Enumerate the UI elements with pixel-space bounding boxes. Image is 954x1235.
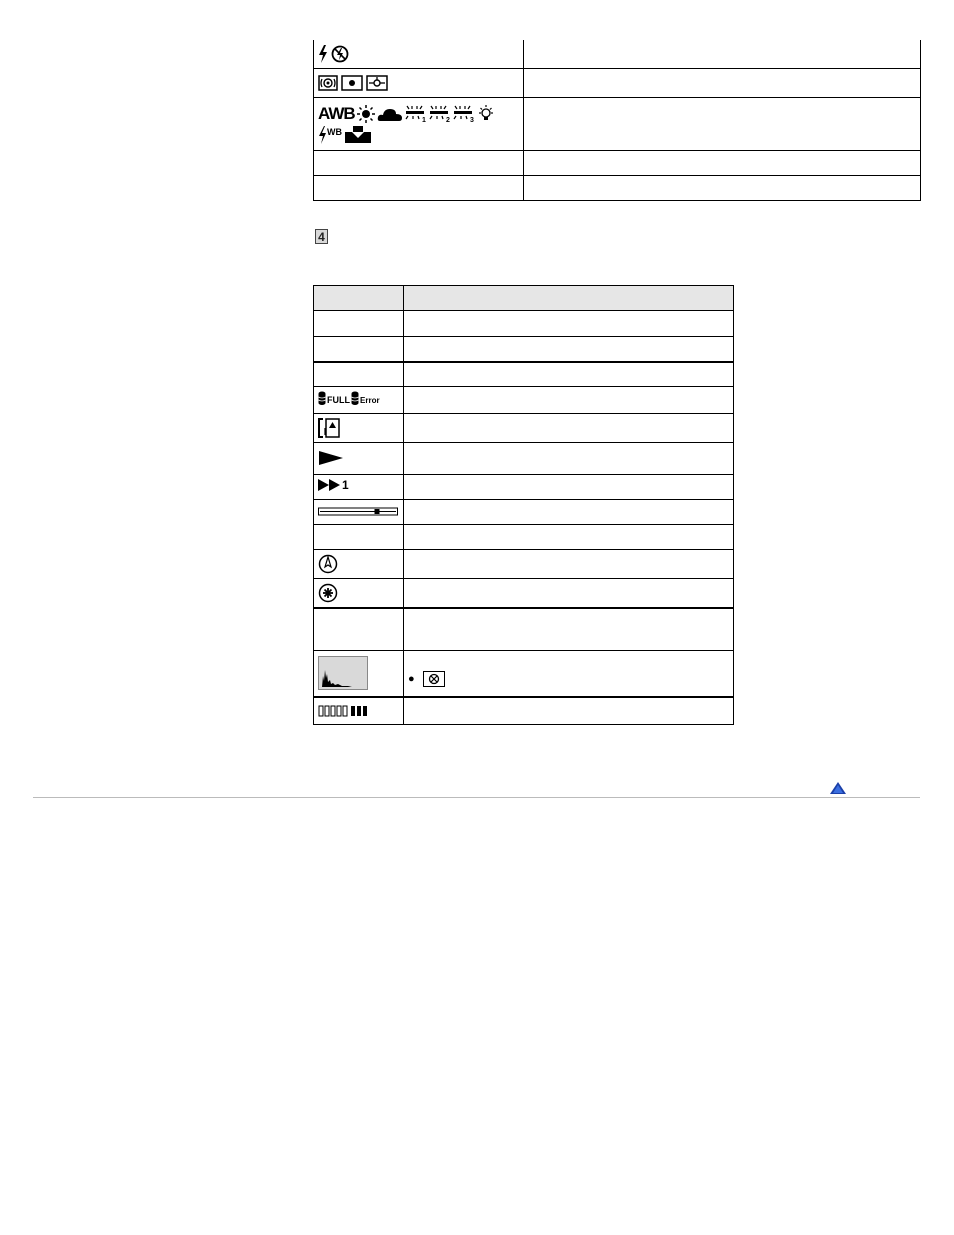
description-cell [404,525,734,550]
fluorescent-2-icon [429,105,451,123]
top-table [313,40,921,201]
svg-text:3: 3 [469,116,474,123]
histogram-icon [318,656,368,690]
table-row [314,175,921,200]
symbol-cell [314,651,404,697]
description-cell [404,697,734,725]
description-cell [524,175,921,200]
play-icon [318,450,344,466]
table-row [314,608,734,651]
table-row [314,697,734,725]
image-number-icon [318,418,340,438]
table-row [314,550,734,579]
symbol-cell [314,579,404,608]
table-header-row [314,286,734,311]
description-cell [404,550,734,579]
header-display [314,286,404,311]
symbol-cell [314,150,524,175]
description-cell [404,311,734,337]
memory-full-error-icon: FULL Error [318,391,380,405]
indicator-table [313,285,734,725]
flash-icon [318,45,328,63]
svg-text:2: 2 [445,116,450,123]
cloudy-icon [377,106,403,122]
symbol-cell [314,475,404,500]
table-row [314,362,734,387]
symbol-cell [314,414,404,443]
symbol-cell [314,550,404,579]
flash-off-icon [331,45,349,63]
symbol-cell [314,311,404,337]
table-row [314,337,734,362]
center-metering-icon [341,75,363,91]
back-to-top-icon[interactable] [830,782,846,794]
table-row [314,500,734,525]
description-cell [404,337,734,362]
description-cell [524,150,921,175]
symbol-cell [314,97,524,150]
section-number-badge: 4 [315,229,328,244]
description-cell [404,443,734,475]
description-cell [404,608,734,651]
symbol-cell [314,68,524,97]
symbol-cell [314,608,404,651]
custom-wb-icon [344,126,372,144]
gps-icon [318,583,338,603]
symbol-cell [314,500,404,525]
progress-thumb [375,509,380,514]
table-row [314,311,734,337]
spot-metering-icon [366,75,388,91]
table-row [314,651,734,697]
description-cell [524,40,921,68]
battery-scale-icon [318,705,372,717]
description-cell [404,362,734,387]
table-row [314,475,734,500]
symbol-cell [314,362,404,387]
table-row [314,150,921,175]
table-row [314,97,921,150]
description-cell [404,387,734,414]
table-row [314,68,921,97]
multi-metering-icon [318,75,338,91]
table-row [314,387,734,414]
fast-forward-icon: 1 [318,478,349,492]
description-cell [404,414,734,443]
flash-wb-icon: WB [318,126,342,144]
bullet: ● [408,673,415,686]
symbol-cell [314,387,404,414]
symbol-cell [314,443,404,475]
table-row [314,443,734,475]
description-cell [404,475,734,500]
no-histogram-icon [423,671,445,687]
daylight-icon [357,105,375,123]
compass-icon [318,554,338,574]
table-row [314,40,921,68]
description-cell [404,500,734,525]
incandescent-icon [477,105,495,123]
description-cell [524,68,921,97]
symbol-cell [314,175,524,200]
symbol-cell [314,40,524,68]
symbol-cell [314,525,404,550]
progress-bar-icon [318,507,398,517]
awb-icon: AWB [318,103,355,123]
fluorescent-1-icon [405,105,427,123]
header-indication [404,286,734,311]
description-cell [524,97,921,150]
footer-divider [33,797,920,798]
fluorescent-3-icon [453,105,475,123]
description-cell [404,651,734,697]
svg-text:1: 1 [421,116,426,123]
table-row [314,414,734,443]
symbol-cell [314,337,404,362]
table-row [314,579,734,608]
symbol-cell [314,697,404,725]
description-cell [404,579,734,608]
table-row [314,525,734,550]
